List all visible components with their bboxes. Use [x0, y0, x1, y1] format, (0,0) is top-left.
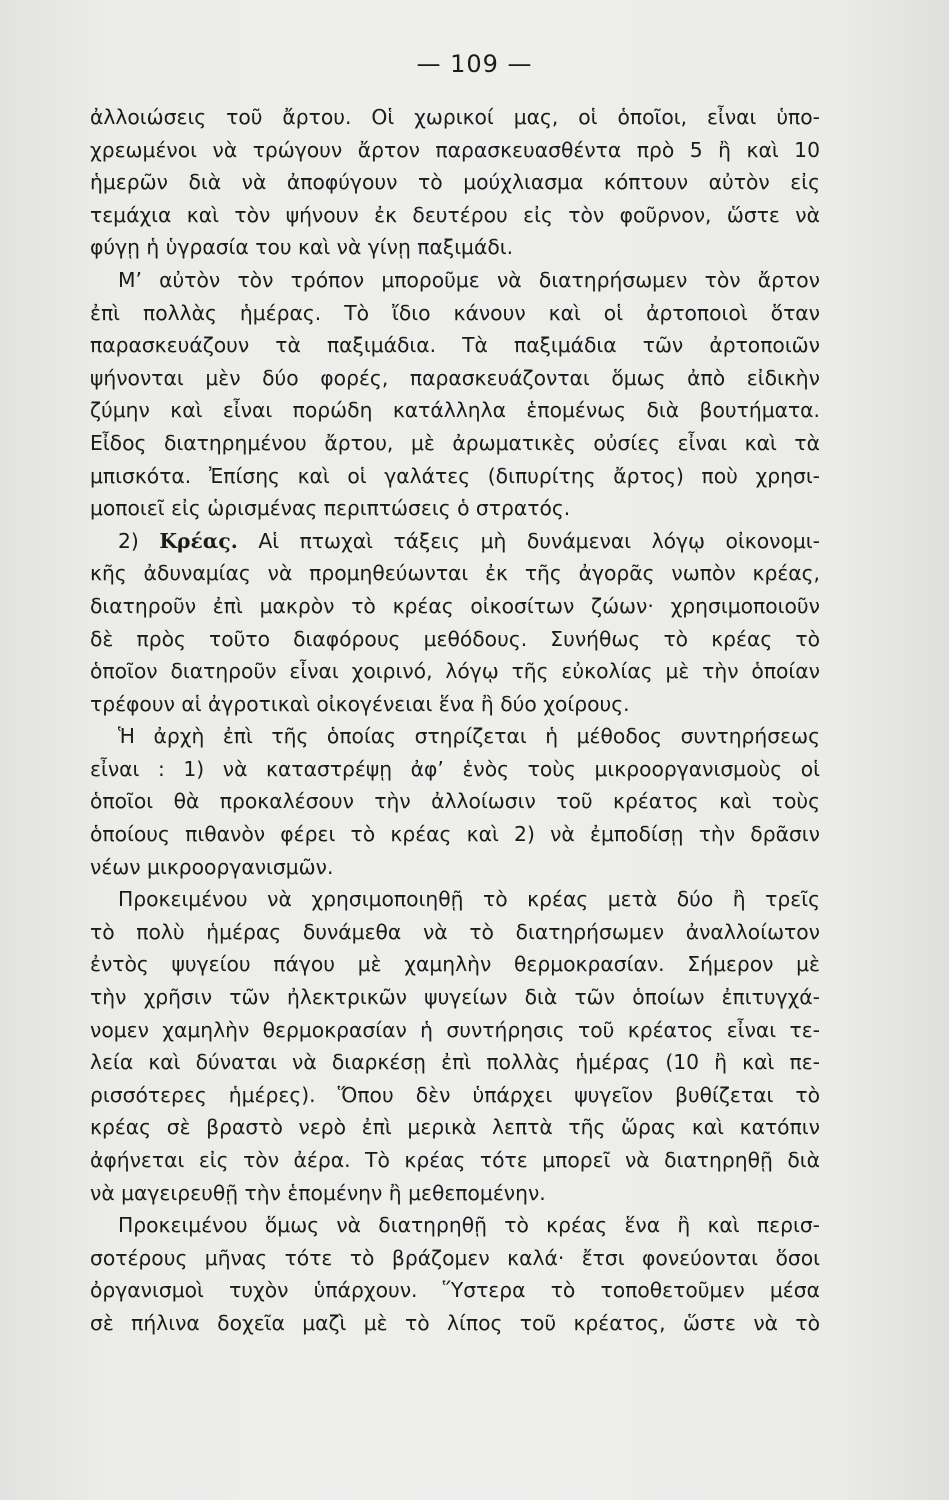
page-number: — 109 —: [416, 50, 533, 78]
text-line: ὁποίους πιθανὸν φέρει τὸ κρέας καὶ 2) νὰ ἐμποδίσῃ τὴν δρᾶσιν: [90, 822, 820, 847]
text-line: [90, 525, 820, 558]
text-line: ἀφήνεται εἰς τὸν ἀέρα. Τὸ κρέας τότε μπορεῖ νὰ διατηρηθῇ διὰ: [90, 1148, 820, 1172]
text-line: ὁποῖον διατηροῦν εἶναι χοιρινό, λόγῳ τῆς εὐκολίας μὲ τὴν ὁποίαν: [90, 659, 820, 684]
text-line: τὸ πολὺ ἡμέρας δυνάμεθα νὰ τὸ διατηρήσωμεν ἀναλλοίωτον: [90, 919, 820, 944]
text-line: Προκειμένου νὰ χρησιμοποιηθῇ τὸ κρέας μετὰ δύο ἢ τρεῖς: [118, 887, 820, 912]
text-line: χρεωμένοι νὰ τρώγουν ἄρτον παρασκευασθέντα πρὸ 5 ἢ καὶ 10: [90, 137, 820, 162]
section-number: 2): [118, 528, 139, 553]
text-line: ὀργανισμοὶ τυχὸν ὑπάρχουν. Ὕστερα τὸ τοποθετοῦμεν μέσα: [90, 1278, 820, 1303]
text-line: κρέας σὲ βραστὸ νερὸ ἐπὶ μερικὰ λεπτὰ τῆς ὥρας καὶ κατόπιν: [90, 1115, 820, 1140]
paragraph-rusks: [90, 264, 820, 525]
text-line: σὲ πήλινα δοχεῖα μαζὶ μὲ τὸ λίπος τοῦ κρέατος, ὥστε νὰ τὸ: [90, 1310, 820, 1335]
text-line: Μ’ αὐτὸν τὸν τρόπον μποροῦμε νὰ διατηρήσωμεν τὸν ἄρτον: [118, 267, 820, 292]
paragraph-refrigeration: [90, 883, 820, 1209]
text-line: τρέφουν αἱ ἀγροτικαὶ οἰκογένειαι ἕνα ἢ δύο χοίρους.: [90, 691, 630, 716]
text-line: ἀλλοιώσεις τοῦ ἄρτου. Οἱ χωρικοί μας, οἱ ὁποῖοι, εἶναι ὑπο-: [90, 105, 820, 129]
text-line: ρισσότερες ἡμέρες). Ὅπου δὲν ὑπάρχει ψυγεῖον βυθίζεται τὸ: [90, 1082, 820, 1107]
text-line: νέων μικροοργανισμῶν.: [90, 854, 334, 879]
text-line: διατηροῦν ἐπὶ μακρὸν τὸ κρέας οἰκοσίτων ζώων· χρησιμοποιοῦν: [90, 593, 820, 618]
text-line: νὰ μαγειρευθῇ τὴν ἑπομένην ἢ μεθεπομένην.: [90, 1180, 546, 1205]
text-line: δὲ πρὸς τοῦτο διαφόρους μεθόδους. Συνήθως τὸ κρέας τὸ: [90, 626, 820, 651]
text-segment: Αἱ πτωχαὶ τάξεις μὴ δυνάμεναι λόγῳ οἰκονομι-: [258, 528, 820, 553]
text-line: ἡμερῶν διὰ νὰ ἀποφύγουν τὸ μούχλιασμα κόπτουν αὐτὸν εἰς: [90, 170, 820, 195]
text-line: Εἶδος διατηρημένου ἄρτου, μὲ ἀρωματικὲς οὐσίες εἶναι καὶ τὰ: [90, 430, 820, 455]
section-heading: Κρέας.: [159, 528, 238, 553]
text-line: λεία καὶ δύναται νὰ διαρκέσῃ ἐπὶ πολλὰς ἡμέρας (10 ἢ καὶ πε-: [90, 1050, 820, 1075]
text-line: ζύμην καὶ εἶναι πορώδη κατάλληλα ἑπομένως διὰ βουτήματα.: [90, 398, 820, 423]
paragraph-long-term-storage: [90, 1209, 820, 1339]
paragraph-meat-section: [90, 525, 820, 721]
paragraph-preservation-principle: [90, 720, 820, 883]
text-line: ψήνονται μὲν δύο φορές, παρασκευάζονται ὅμως ἀπὸ εἰδικὴν: [90, 365, 820, 390]
text-line: μοποιεῖ εἰς ὡρισμένας περιπτώσεις ὁ στρατός.: [90, 496, 571, 521]
paragraph-bread-drying: [90, 101, 820, 264]
text-line: Ἡ ἀρχὴ ἐπὶ τῆς ὁποίας στηρίζεται ἡ μέθοδος συντηρήσεως: [118, 724, 820, 749]
text-line: φύγῃ ἡ ὑγρασία του καὶ νὰ γίνῃ παξιμάδι.: [90, 235, 514, 260]
text-line: μπισκότα. Ἐπίσης καὶ οἱ γαλάτες (διπυρίτης ἄρτος) ποὺ χρησι-: [90, 463, 820, 488]
text-line: σοτέρους μῆνας τότε τὸ βράζομεν καλά· ἔτσι φονεύονται ὅσοι: [90, 1245, 820, 1270]
text-line: παρασκευάζουν τὰ παξιμάδια. Τὰ παξιμάδια τῶν ἀρτοποιῶν: [90, 333, 820, 358]
body-text: [90, 101, 820, 1340]
text-line: τὴν χρῆσιν τῶν ἠλεκτρικῶν ψυγείων διὰ τῶν ὁποίων ἐπιτυγχά-: [90, 985, 820, 1010]
text-line: κῆς ἀδυναμίας νὰ προμηθεύωνται ἐκ τῆς ἀγορᾶς νωπὸν κρέας,: [90, 561, 820, 586]
text-line: εἶναι : 1) νὰ καταστρέψῃ ἀφ’ ἑνὸς τοὺς μικροοργανισμοὺς οἱ: [90, 756, 820, 781]
text-line: ὁποῖοι θὰ προκαλέσουν τὴν ἀλλοίωσιν τοῦ κρέατος καὶ τοὺς: [90, 789, 820, 814]
text-line: ἐπὶ πολλὰς ἡμέρας. Τὸ ἴδιο κάνουν καὶ οἱ ἀρτοποιοὶ ὅταν: [90, 300, 820, 325]
text-line: τεμάχια καὶ τὸν ψήνουν ἐκ δευτέρου εἰς τὸν φοῦρνον, ὥστε νὰ: [90, 202, 820, 227]
text-line: Προκειμένου ὅμως νὰ διατηρηθῇ τὸ κρέας ἕνα ἢ καὶ περισ-: [118, 1213, 820, 1238]
text-line: νομεν χαμηλὴν θερμοκρασίαν ἡ συντήρησις τοῦ κρέατος εἶναι τε-: [90, 1017, 820, 1042]
text-line: ἐντὸς ψυγείου πάγου μὲ χαμηλὴν θερμοκρασίαν. Σήμερον μὲ: [90, 952, 820, 977]
